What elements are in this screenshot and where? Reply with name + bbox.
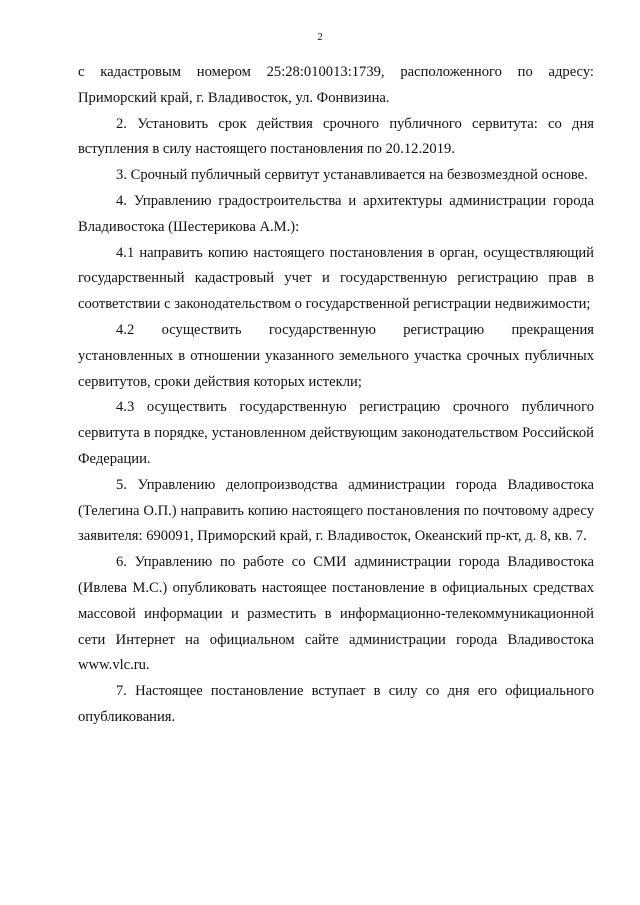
paragraph-3-free-of-charge: 3. Срочный публичный сервитут устанавливается на безвозмездной основе. [116, 167, 588, 184]
paragraph-2-servitude-term: 2. Установить срок действия срочного публичного сервитута: со дня вступления в силу настоящего постановления по 20.12.2019. [78, 115, 594, 158]
page-number: 2 [317, 31, 323, 43]
paragraph-4-urban-planning-department: 4. Управлению градостроительства и архитектуры администрации города Владивостока (Шестерикова А.М.): [78, 192, 594, 235]
document-body [78, 60, 594, 731]
paragraph-6-media-department: 6. Управлению по работе со СМИ администрации города Владивостока (Ивлева М.С.) опубликовать настоящее постановление в официальных средствах массовой информации и разместить в информационно-телекоммуникационной сети Интернет на официальном сайте администрации города Владивостока www.vlc.ru. [78, 554, 594, 674]
paragraph-7-effective-date: 7. Настоящее постановление вступает в силу со дня его официального опубликования. [78, 683, 594, 725]
paragraph-4-3-register-servitude: 4.3 осуществить государственную регистрацию срочного публичного сервитута в порядке, установленном действующим законодательством Российской Федерации. [78, 399, 594, 467]
paragraph-5-records-department: 5. Управлению делопроизводства администрации города Владивостока (Телегина О.П.) направить копию настоящего постановления по почтовому адресу заявителя: 690091, Приморский край, г. Владивосток, Океанский пр-кт, д. 8, кв. 7. [78, 476, 594, 545]
paragraph-4-2-terminate-registration: 4.2 осуществить государственную регистрацию прекращения установленных в отношении указанного земельного участка срочных публичных сервитутов, сроки действия которых истекли; [78, 321, 594, 390]
paragraph-4-1-send-copy: 4.1 направить копию настоящего постановления в орган, осуществляющий государственный кадастровый учет и государственную регистрацию прав в соответствии с законодательством о государственной регистрации недвижимости; [78, 244, 594, 313]
paragraph-cadastral-address: с кадастровым номером 25:28:010013:1739, расположенного по адресу: Приморский край, г. Владивосток, ул. Фонвизина. [78, 64, 594, 106]
